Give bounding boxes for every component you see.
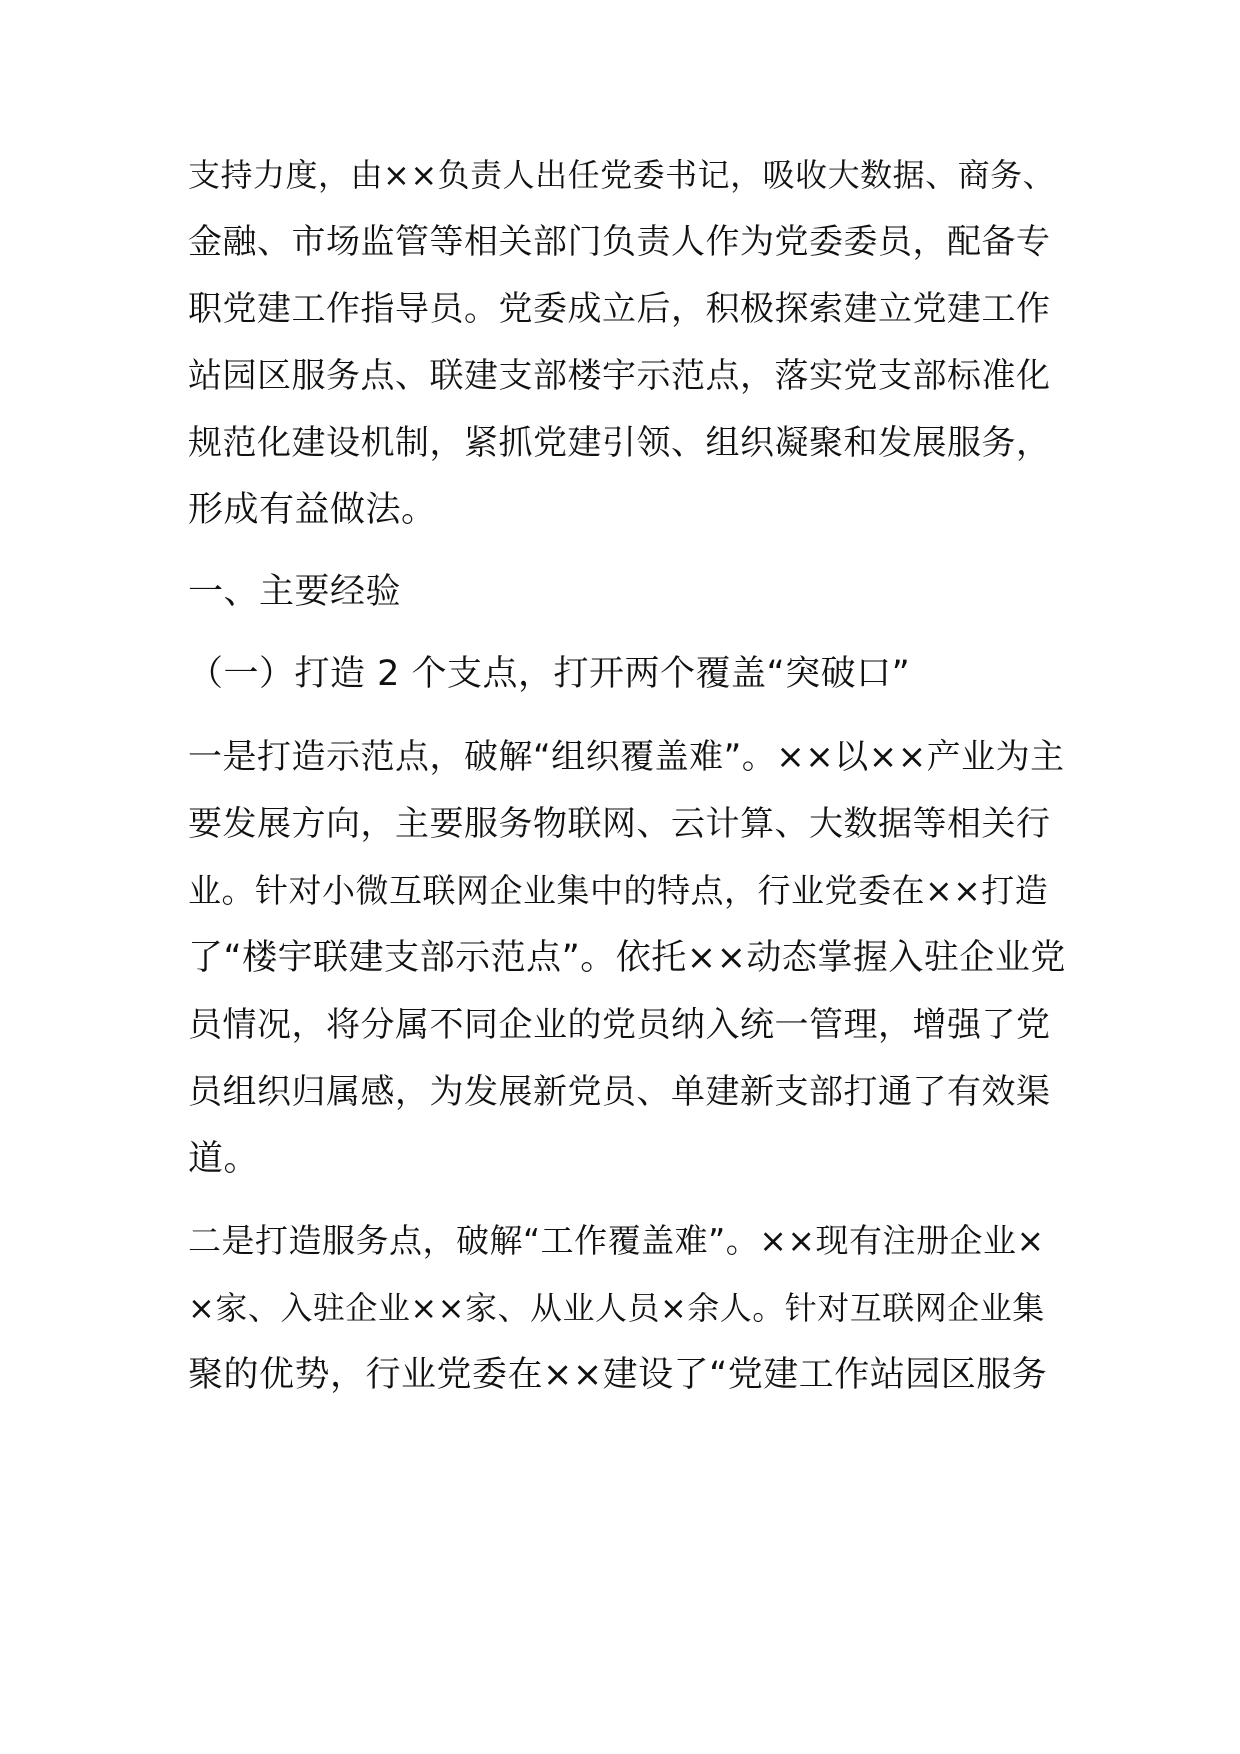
text-line: 规范化建设机制，紧抓党建引领、组织凝聚和发展服务， — [188, 423, 1051, 463]
text-line: 形成有益做法。 — [188, 490, 437, 530]
text-line: 员组织归属感，为发展新党员、单建新支部打通了有效渠 — [188, 1072, 1051, 1112]
text-line: 聚的优势，行业党委在××建设了“党建工作站园区服务 — [188, 1355, 1048, 1395]
text-line: 了“楼宇联建支部示范点”。依托××动态掌握入驻企业党 — [188, 938, 1066, 978]
text-line: 道。 — [188, 1139, 260, 1179]
text-line: ×家、入驻企业××家、从业人员×余人。针对互联网企业集 — [188, 1289, 1045, 1327]
text-line: 二是打造服务点，破解“工作覆盖难”。××现有注册企业× — [188, 1221, 1045, 1260]
subsection-heading: （一）打造 2 个支点，打开两个覆盖“突破口” — [188, 654, 911, 694]
text-line: 金融、市场监管等相关部门负责人作为党委委员，配备专 — [188, 222, 1051, 262]
text-line: 业。针对小微互联网企业集中的特点，行业党委在××打造 — [188, 871, 1049, 910]
section-heading: 一、主要经验 — [188, 572, 402, 612]
text-line: 支持力度，由××负责人出任党委书记，吸收大数据、商务、 — [188, 156, 1056, 194]
text-line: 职党建工作指导员。党委成立后，积极探索建立党建工作 — [188, 289, 1051, 329]
text-line: 站园区服务点、联建支部楼宇示范点，落实党支部标准化 — [188, 356, 1051, 396]
text-line: 要发展方向，主要服务物联网、云计算、大数据等相关行 — [188, 804, 1051, 844]
text-line: 一是打造示范点，破解“组织覆盖难”。××以××产业为主 — [188, 737, 1065, 777]
text-line: 员情况，将分属不同企业的党员纳入统一管理，增强了党 — [188, 1005, 1051, 1045]
